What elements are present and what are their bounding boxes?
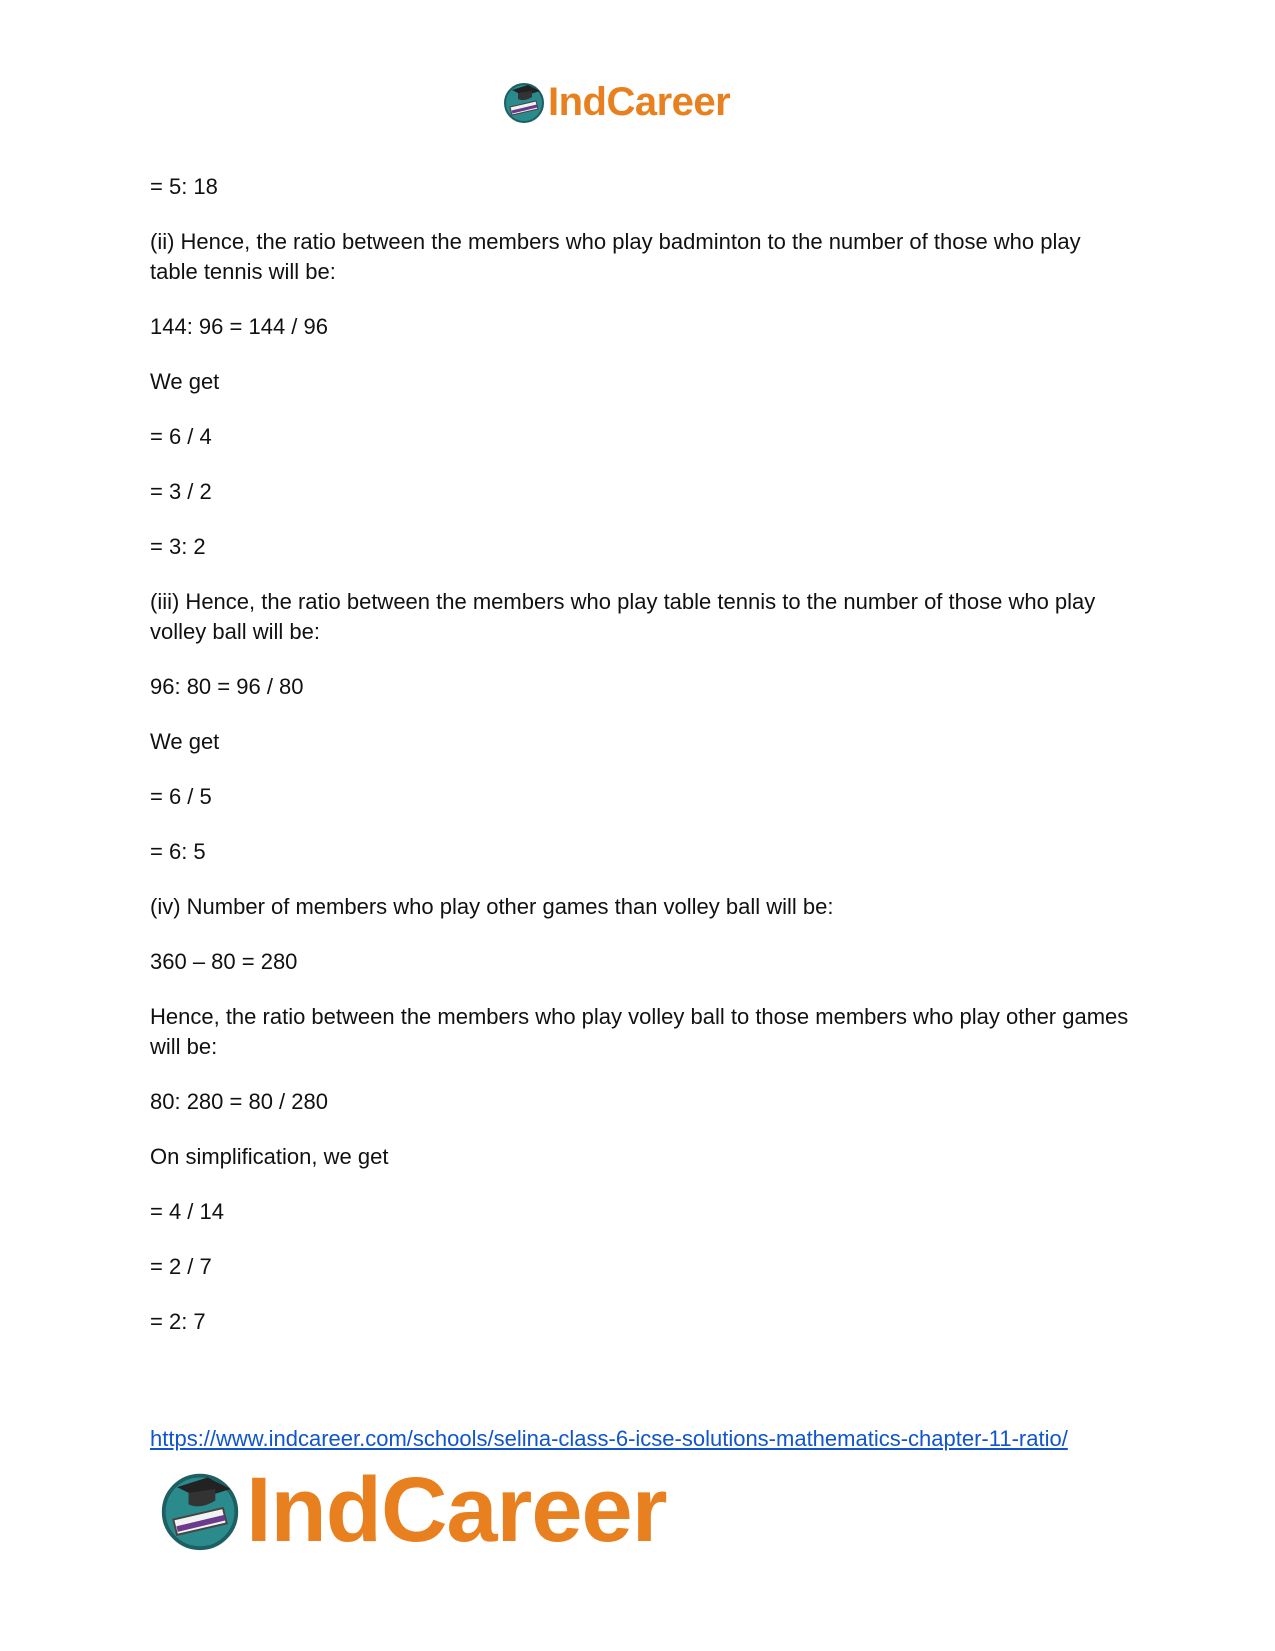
paragraph: = 6 / 5 xyxy=(150,784,212,809)
paragraph: (iv) Number of members who play other games than volley ball will be: xyxy=(150,894,834,919)
footer-logo-text: IndCareer xyxy=(246,1458,667,1561)
paragraph: = 3: 2 xyxy=(150,534,206,559)
document-body xyxy=(150,172,1130,1337)
paragraph: = 6 / 4 xyxy=(150,424,212,449)
source-link[interactable]: https://www.indcareer.com/schools/selina-class-6-icse-solutions-mathematics-chapter-11-ratio/ xyxy=(150,1426,1068,1451)
footer-url-line xyxy=(150,1424,1150,1454)
paragraph: 80: 280 = 80 / 280 xyxy=(150,1089,328,1114)
paragraph: = 2 / 7 xyxy=(150,1254,212,1279)
paragraph: = 2: 7 xyxy=(150,1309,206,1334)
paragraph: = 4 / 14 xyxy=(150,1199,225,1224)
graduation-book-globe-icon xyxy=(502,80,546,124)
paragraph: = 5: 18 xyxy=(150,174,218,199)
graduation-book-globe-icon xyxy=(158,1468,242,1552)
paragraph: Hence, the ratio between the members who play volley ball to those members who play other games will be: xyxy=(150,1004,1129,1059)
footer-logo xyxy=(158,1460,667,1560)
paragraph: (iii) Hence, the ratio between the members who play table tennis to the number of those who play volley ball will be: xyxy=(150,589,1096,644)
paragraph: 96: 80 = 96 / 80 xyxy=(150,674,304,699)
header-logo xyxy=(502,78,730,126)
paragraph: On simplification, we get xyxy=(150,1144,389,1169)
header-logo-text: IndCareer xyxy=(548,79,731,124)
paragraph: = 3 / 2 xyxy=(150,479,212,504)
paragraph: 144: 96 = 144 / 96 xyxy=(150,314,328,339)
paragraph: = 6: 5 xyxy=(150,839,206,864)
paragraph: We get xyxy=(150,729,220,754)
paragraph: (ii) Hence, the ratio between the members who play badminton to the number of those who play table tennis will be: xyxy=(150,229,1081,284)
paragraph: We get xyxy=(150,369,220,394)
paragraph: 360 – 80 = 280 xyxy=(150,949,298,974)
